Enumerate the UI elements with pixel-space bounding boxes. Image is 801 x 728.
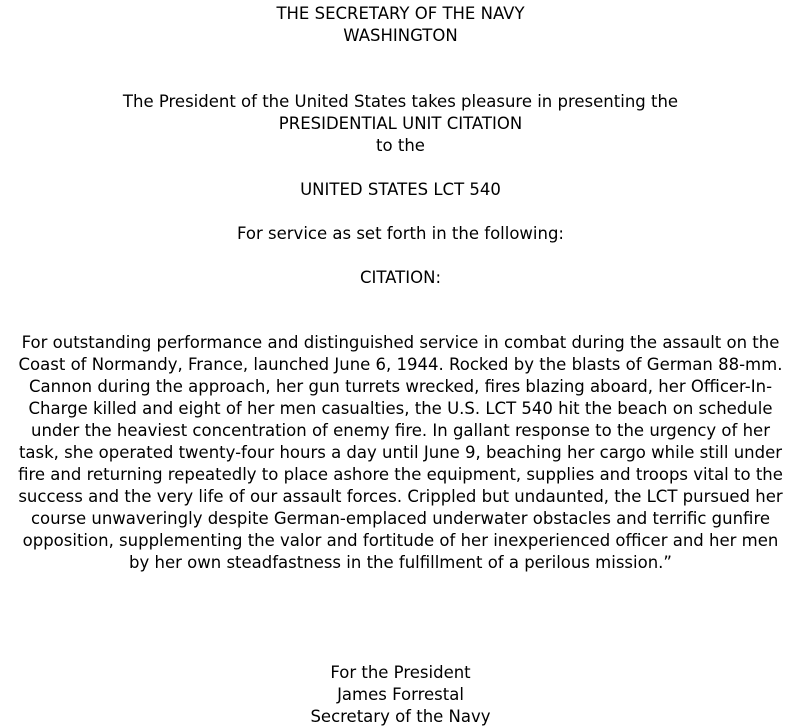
header-title: THE SECRETARY OF THE NAVY bbox=[276, 4, 525, 23]
citation-heading: CITATION: bbox=[359, 268, 442, 287]
signature-for: For the President bbox=[330, 663, 471, 682]
citation-line: Charge killed and eight of her men casualties, the U.S. LCT 540 hit the beach on schedule bbox=[28, 399, 773, 418]
presentation-intro: The President of the United States takes pleasure in presenting the bbox=[122, 92, 679, 111]
signature-name: James Forrestal bbox=[337, 685, 464, 704]
citation-line: For outstanding performance and distinguished service in combat during the assault on the bbox=[21, 333, 780, 352]
to-the-text: to the bbox=[376, 136, 425, 155]
citation-line: Coast of Normandy, France, launched June 6, 1944. Rocked by the blasts of German 88-mm. bbox=[18, 355, 783, 374]
citation-body bbox=[6, 332, 795, 574]
header-location: WASHINGTON bbox=[343, 26, 458, 45]
citation-line: task, she operated twenty-four hours a day until June 9, beaching her cargo while still under bbox=[18, 443, 783, 462]
citation-line: course unwaveringly despite German-emplaced underwater obstacles and terrific gunfire bbox=[30, 509, 771, 528]
citation-line: fire and returning repeatedly to place ashore the equipment, supplies and troops vital to the bbox=[18, 465, 783, 484]
citation-line: success and the very life of our assault forces. Crippled but undaunted, the LCT pursued her bbox=[18, 487, 783, 506]
citation-line: Cannon during the approach, her gun turrets wrecked, fires blazing aboard, her Officer-In- bbox=[28, 377, 773, 396]
award-name: PRESIDENTIAL UNIT CITATION bbox=[278, 114, 523, 133]
service-text: For service as set forth in the following: bbox=[237, 224, 564, 243]
citation-line: by her own steadfastness in the fulfillment of a perilous mission.” bbox=[129, 553, 672, 572]
unit-name: UNITED STATES LCT 540 bbox=[300, 180, 501, 199]
citation-line: opposition, supplementing the valor and fortitude of her inexperienced officer and her men bbox=[22, 531, 779, 550]
citation-line: under the heaviest concentration of enemy fire. In gallant response to the urgency of her bbox=[31, 421, 770, 440]
signature-title: Secretary of the Navy bbox=[310, 707, 491, 726]
